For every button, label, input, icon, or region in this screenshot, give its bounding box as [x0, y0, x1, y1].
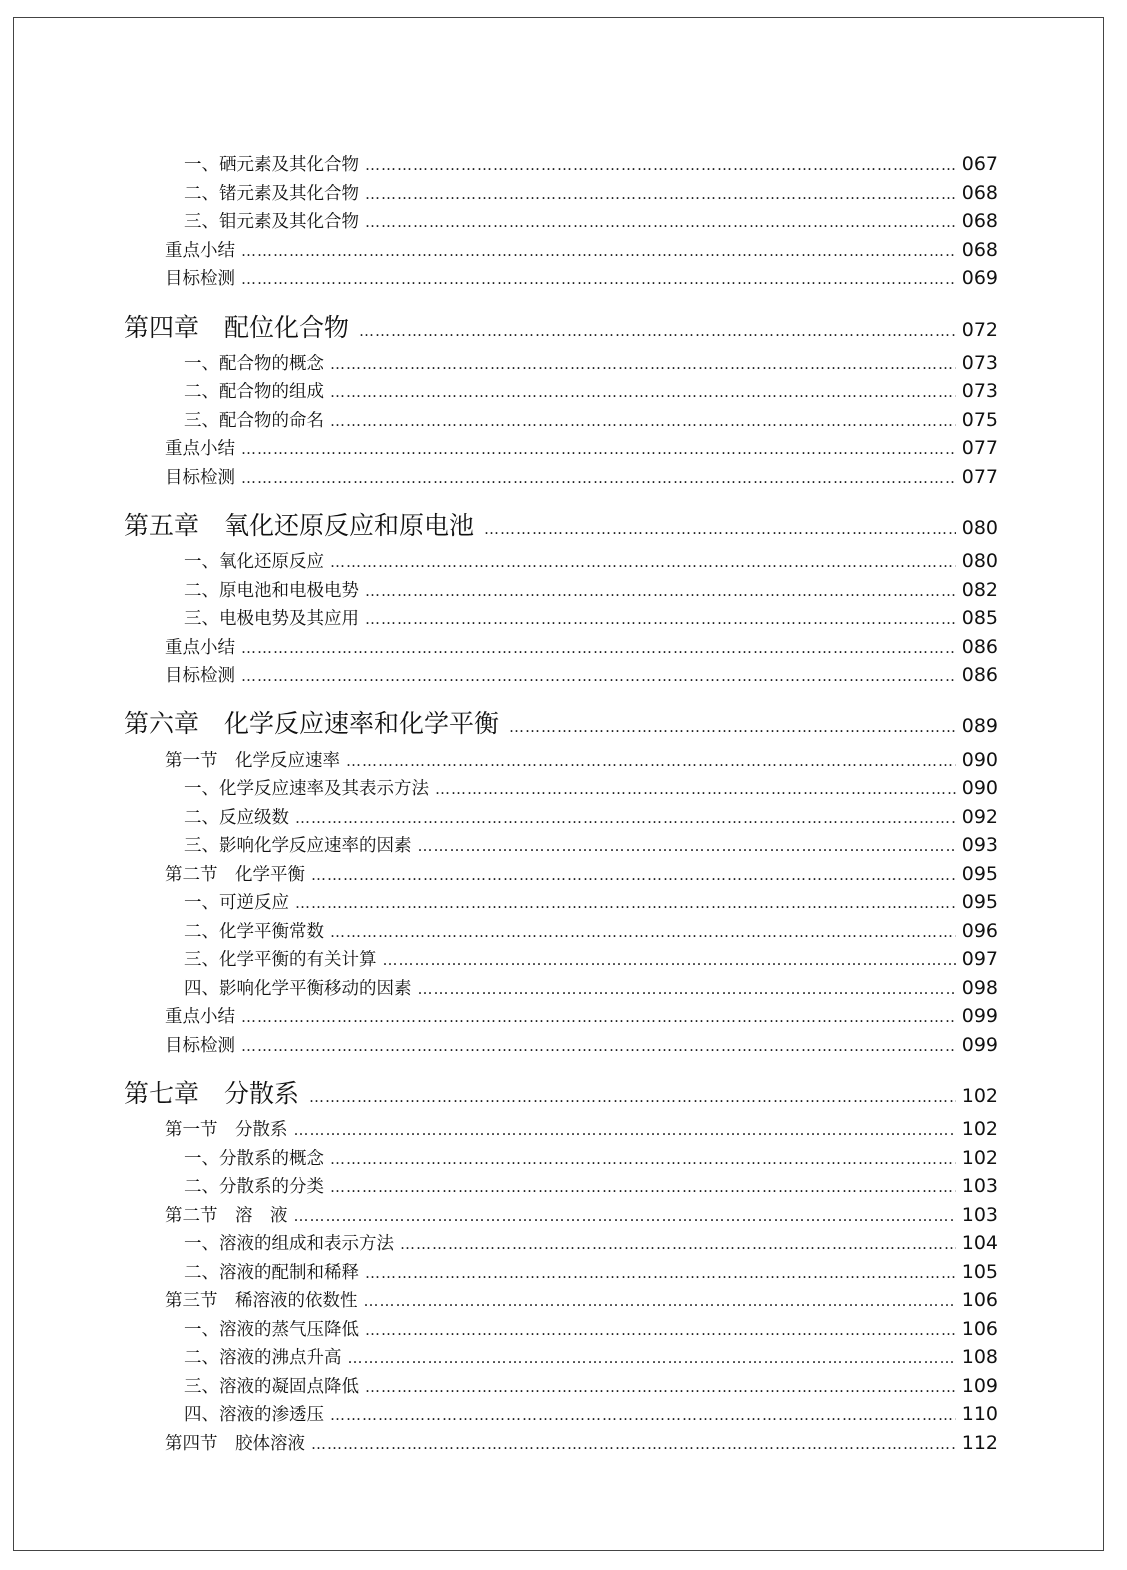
toc-entry-title: 二、反应级数 [184, 808, 289, 828]
toc-dot-leader [330, 1150, 956, 1168]
toc-entry-title: 重点小结 [165, 439, 235, 459]
toc-entry-title: 一、硒元素及其化合物 [184, 155, 359, 175]
toc-entry-title: 一、化学反应速率及其表示方法 [184, 779, 429, 799]
toc-page-number: 085 [961, 607, 998, 629]
toc-section-entry[interactable] [165, 1430, 998, 1455]
toc-page-number: 077 [961, 466, 998, 488]
toc-subsection-entry[interactable] [184, 180, 998, 205]
toc-section-entry[interactable] [165, 265, 998, 290]
toc-page-number: 103 [961, 1175, 998, 1197]
toc-page-number: 069 [961, 267, 998, 289]
toc-entry-title: 三、电极电势及其应用 [184, 609, 359, 629]
toc-subsection-entry[interactable] [184, 350, 998, 375]
toc-subsection-entry[interactable] [184, 1373, 998, 1398]
toc-page-number: 080 [961, 550, 998, 572]
toc-dot-leader [294, 1121, 956, 1139]
toc-page-number: 072 [961, 319, 998, 341]
toc-subsection-entry[interactable] [184, 1173, 998, 1198]
toc-page-number: 105 [961, 1261, 998, 1283]
toc-subsection-entry[interactable] [184, 775, 998, 800]
toc-dot-leader [330, 923, 956, 941]
toc-chapter-entry[interactable] [124, 704, 998, 740]
toc-entry-title: 目标检测 [165, 269, 235, 289]
toc-entry-title: 第一节 化学反应速率 [165, 751, 340, 771]
toc-subsection-entry[interactable] [184, 975, 998, 1000]
toc-subsection-entry[interactable] [184, 1344, 998, 1369]
toc-page-number: 106 [961, 1289, 998, 1311]
toc-entry-title: 二、溶液的配制和稀释 [184, 1263, 359, 1283]
toc-chapter-entry[interactable] [124, 506, 998, 542]
toc-page-number: 102 [961, 1147, 998, 1169]
toc-entry-title: 三、钼元素及其化合物 [184, 212, 359, 232]
toc-page-number: 068 [961, 182, 998, 204]
toc-dot-leader [330, 553, 956, 571]
toc-page-number: 075 [961, 409, 998, 431]
toc-page-number: 106 [961, 1318, 998, 1340]
toc-section-entry[interactable] [165, 1003, 998, 1028]
toc-entry-title: 一、溶液的组成和表示方法 [184, 1234, 394, 1254]
toc-entry-title: 二、原电池和电极电势 [184, 581, 359, 601]
toc-entry-title: 第二节 化学平衡 [165, 865, 305, 885]
toc-page-number: 095 [961, 891, 998, 913]
toc-page-number: 086 [961, 636, 998, 658]
toc-entry-title: 一、溶液的蒸气压降低 [184, 1320, 359, 1340]
toc-dot-leader [418, 837, 956, 855]
toc-chapter-entry[interactable] [124, 308, 998, 344]
toc-dot-leader [348, 1349, 956, 1367]
toc-subsection-entry[interactable] [184, 1401, 998, 1426]
toc-section-entry[interactable] [165, 747, 998, 772]
toc-section-entry[interactable] [165, 1116, 998, 1141]
toc-page-number: 097 [961, 948, 998, 970]
toc-dot-leader [400, 1235, 956, 1253]
toc-subsection-entry[interactable] [184, 889, 998, 914]
toc-dot-leader [330, 355, 956, 373]
toc-dot-leader [383, 951, 956, 969]
toc-chapter-entry[interactable] [124, 1074, 998, 1110]
toc-subsection-entry[interactable] [184, 1145, 998, 1170]
toc-entry-title: 第一节 分散系 [165, 1120, 288, 1140]
toc-entry-title: 重点小结 [165, 638, 235, 658]
toc-dot-leader [309, 1088, 956, 1106]
toc-dot-leader [330, 1406, 956, 1424]
toc-dot-leader [311, 866, 956, 884]
toc-entry-title: 目标检测 [165, 468, 235, 488]
toc-subsection-entry[interactable] [184, 1230, 998, 1255]
toc-dot-leader [484, 520, 956, 538]
toc-section-entry[interactable] [165, 435, 998, 460]
toc-subsection-entry[interactable] [184, 918, 998, 943]
toc-dot-leader [241, 469, 956, 487]
toc-entry-title: 一、分散系的概念 [184, 1149, 324, 1169]
toc-entry-title: 二、锗元素及其化合物 [184, 184, 359, 204]
toc-dot-leader [241, 440, 956, 458]
toc-entry-title: 三、配合物的命名 [184, 411, 324, 431]
toc-entry-title: 四、影响化学平衡移动的因素 [184, 979, 412, 999]
toc-entry-title: 重点小结 [165, 241, 235, 261]
toc-page-number: 089 [961, 715, 998, 737]
toc-entry-title: 三、化学平衡的有关计算 [184, 950, 377, 970]
toc-dot-leader [241, 1008, 956, 1026]
toc-section-entry[interactable] [165, 1202, 998, 1227]
toc-page-number: 098 [961, 977, 998, 999]
toc-page-number: 112 [961, 1432, 998, 1454]
toc-subsection-entry[interactable] [184, 577, 998, 602]
toc-page-number: 073 [961, 352, 998, 374]
toc-page-number: 109 [961, 1375, 998, 1397]
toc-entry-title: 重点小结 [165, 1007, 235, 1027]
toc-dot-leader [330, 383, 956, 401]
toc-entry-title: 二、化学平衡常数 [184, 922, 324, 942]
toc-page-number: 086 [961, 664, 998, 686]
toc-page-number: 092 [961, 806, 998, 828]
toc-page-number: 110 [961, 1403, 998, 1425]
toc-section-entry[interactable] [165, 861, 998, 886]
toc-entry-title: 第七章 分散系 [124, 1079, 300, 1108]
toc-page-number: 102 [961, 1085, 998, 1107]
toc-dot-leader [311, 1435, 956, 1453]
toc-page-number: 090 [961, 749, 998, 771]
toc-subsection-entry[interactable] [184, 151, 998, 176]
toc-page-number: 067 [961, 153, 998, 175]
toc-section-entry[interactable] [165, 634, 998, 659]
toc-page-number: 096 [961, 920, 998, 942]
toc-entry-title: 二、分散系的分类 [184, 1177, 324, 1197]
toc-page-number: 090 [961, 777, 998, 799]
toc-dot-leader [295, 894, 956, 912]
toc-entry-title: 三、溶液的凝固点降低 [184, 1377, 359, 1397]
toc-page-number: 108 [961, 1346, 998, 1368]
toc-page-number: 068 [961, 239, 998, 261]
toc-entry-title: 一、配合物的概念 [184, 354, 324, 374]
toc-dot-leader [294, 1207, 956, 1225]
toc-dot-leader [241, 667, 956, 685]
toc-page-number: 073 [961, 380, 998, 402]
toc-section-entry[interactable] [165, 662, 998, 687]
toc-subsection-entry[interactable] [184, 208, 998, 233]
toc-dot-leader [365, 156, 956, 174]
toc-entry-title: 二、配合物的组成 [184, 382, 324, 402]
toc-subsection-entry[interactable] [184, 832, 998, 857]
toc-entry-title: 二、溶液的沸点升高 [184, 1348, 342, 1368]
toc-entry-title: 目标检测 [165, 666, 235, 686]
toc-page-number: 093 [961, 834, 998, 856]
toc-subsection-entry[interactable] [184, 1259, 998, 1284]
toc-entry-title: 第三节 稀溶液的依数性 [165, 1291, 358, 1311]
toc-dot-leader [295, 809, 956, 827]
toc-entry-title: 一、可逆反应 [184, 893, 289, 913]
toc-section-entry[interactable] [165, 464, 998, 489]
toc-dot-leader [365, 610, 956, 628]
toc-page-number: 068 [961, 210, 998, 232]
toc-entry-title: 第六章 化学反应速率和化学平衡 [124, 709, 500, 738]
toc-entry-title: 目标检测 [165, 1036, 235, 1056]
toc-dot-leader [509, 718, 956, 736]
toc-subsection-entry[interactable] [184, 548, 998, 573]
toc-entry-title: 一、氧化还原反应 [184, 552, 324, 572]
toc-dot-leader [418, 980, 956, 998]
toc-dot-leader [241, 270, 956, 288]
toc-page-number: 104 [961, 1232, 998, 1254]
toc-page-number: 103 [961, 1204, 998, 1226]
toc-entry-title: 四、溶液的渗透压 [184, 1405, 324, 1425]
toc-dot-leader [364, 1292, 956, 1310]
toc-subsection-entry[interactable] [184, 605, 998, 630]
toc-page-number: 077 [961, 437, 998, 459]
toc-dot-leader [241, 1037, 956, 1055]
toc-page-number: 102 [961, 1118, 998, 1140]
toc-dot-leader [365, 1264, 956, 1282]
toc-dot-leader [346, 752, 956, 770]
toc-page-number: 099 [961, 1034, 998, 1056]
toc-dot-leader [241, 639, 956, 657]
toc-dot-leader [365, 185, 956, 203]
toc-section-entry[interactable] [165, 237, 998, 262]
toc-page-number: 080 [961, 517, 998, 539]
toc-dot-leader [359, 322, 956, 340]
toc-subsection-entry[interactable] [184, 804, 998, 829]
toc-entry-title: 第二节 溶 液 [165, 1206, 288, 1226]
toc-dot-leader [365, 1321, 956, 1339]
toc-dot-leader [330, 412, 956, 430]
toc-page-number: 095 [961, 863, 998, 885]
toc-entry-title: 第四节 胶体溶液 [165, 1434, 305, 1454]
toc-page-number: 082 [961, 579, 998, 601]
toc-entry-title: 第五章 氧化还原反应和原电池 [124, 511, 475, 540]
toc-entry-title: 三、影响化学反应速率的因素 [184, 836, 412, 856]
toc-subsection-entry[interactable] [184, 407, 998, 432]
toc-dot-leader [365, 582, 956, 600]
toc-section-entry[interactable] [165, 1287, 998, 1312]
toc-dot-leader [435, 780, 956, 798]
toc-entry-title: 第四章 配位化合物 [124, 313, 350, 342]
toc-section-entry[interactable] [165, 1032, 998, 1057]
toc-dot-leader [365, 1378, 956, 1396]
toc-subsection-entry[interactable] [184, 1316, 998, 1341]
toc-dot-leader [241, 242, 956, 260]
toc-page-number: 099 [961, 1005, 998, 1027]
toc-subsection-entry[interactable] [184, 378, 998, 403]
toc-dot-leader [365, 213, 956, 231]
toc-dot-leader [330, 1178, 956, 1196]
toc-subsection-entry[interactable] [184, 946, 998, 971]
